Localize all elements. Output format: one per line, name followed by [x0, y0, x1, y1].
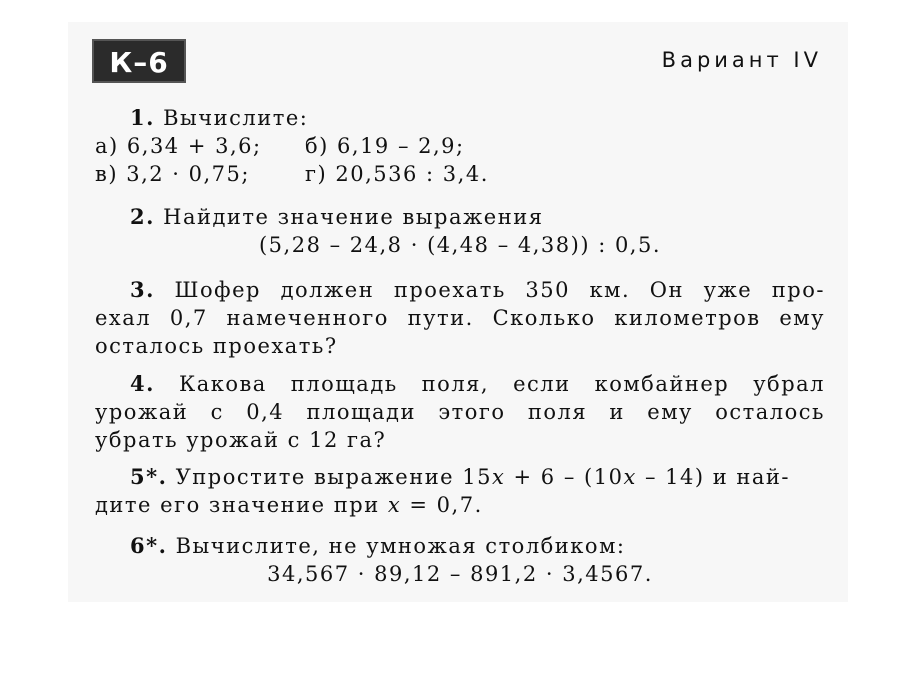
task-5: [95, 463, 825, 519]
task-1-item-b: [305, 132, 705, 160]
task-3-line-2: ехал 0,7 намеченного пути. Сколько километров ему: [95, 306, 825, 330]
task-5-text: + 6 – (10: [505, 465, 624, 489]
variable-x: x: [387, 493, 402, 517]
task-6-title: Вычислите, не умножая столбиком:: [175, 534, 626, 558]
task-2: [95, 203, 825, 259]
item-label: г): [305, 162, 328, 186]
item-label: в): [95, 162, 119, 186]
task-5-text: Упростите выражение 15: [175, 465, 493, 489]
task-number: 5*.: [130, 464, 168, 489]
task-number: 2.: [130, 204, 155, 229]
variable-x: x: [492, 465, 506, 489]
item-label: б): [305, 134, 329, 158]
task-5-text: дите его значение при: [95, 493, 388, 517]
task-number: 1.: [130, 105, 155, 130]
test-badge: К–6: [92, 39, 186, 83]
task-4-line-2: урожай с 0,4 площади этого поля и ему осталось: [95, 400, 825, 424]
variant-label: Вариант IV: [661, 48, 822, 72]
task-1-items: [95, 132, 825, 188]
task-5-text: = 0,7.: [401, 493, 483, 517]
item-expr: 20,536 : 3,4.: [335, 162, 489, 186]
task-1-item-a: [95, 132, 305, 160]
task-5-text: – 14) и най-: [636, 465, 791, 489]
item-expr: 6,19 – 2,9;: [337, 134, 465, 158]
task-3-text: Шофер должен проехать 350 км. Он уже про-: [174, 278, 825, 302]
task-1-title: Вычислите:: [163, 106, 309, 130]
task-3-line-3: осталось проехать?: [95, 334, 338, 358]
task-number: 3.: [130, 277, 155, 302]
item-label: а): [95, 134, 119, 158]
task-4-text: Какова площадь поля, если комбайнер убрал: [178, 372, 825, 396]
task-5-line-2: [95, 491, 825, 519]
variable-x: x: [623, 465, 637, 489]
item-expr: 6,34 + 3,6;: [126, 134, 262, 158]
task-2-heading: [95, 203, 825, 231]
task-4-line-1: [95, 370, 825, 398]
task-1-heading: [95, 104, 825, 132]
task-3: [95, 276, 825, 360]
task-1: [95, 104, 825, 188]
task-3-line-1: [95, 276, 825, 304]
task-6-heading: [95, 532, 825, 560]
task-2-title: Найдите значение выражения: [163, 205, 544, 229]
task-4-line-3: убрать урожай с 12 га?: [95, 428, 387, 452]
task-5-line-1: [95, 463, 825, 491]
task-1-item-d: [305, 160, 705, 188]
task-6: [95, 532, 825, 588]
task-number: 6*.: [130, 533, 168, 558]
task-2-expression: (5,28 – 24,8 · (4,48 – 4,38)) : 0,5.: [258, 233, 662, 257]
task-4: [95, 370, 825, 454]
item-expr: 3,2 · 0,75;: [126, 162, 250, 186]
task-6-expression: 34,567 · 89,12 – 891,2 · 3,4567.: [267, 562, 653, 586]
task-number: 4.: [130, 371, 155, 396]
task-1-item-c: [95, 160, 305, 188]
